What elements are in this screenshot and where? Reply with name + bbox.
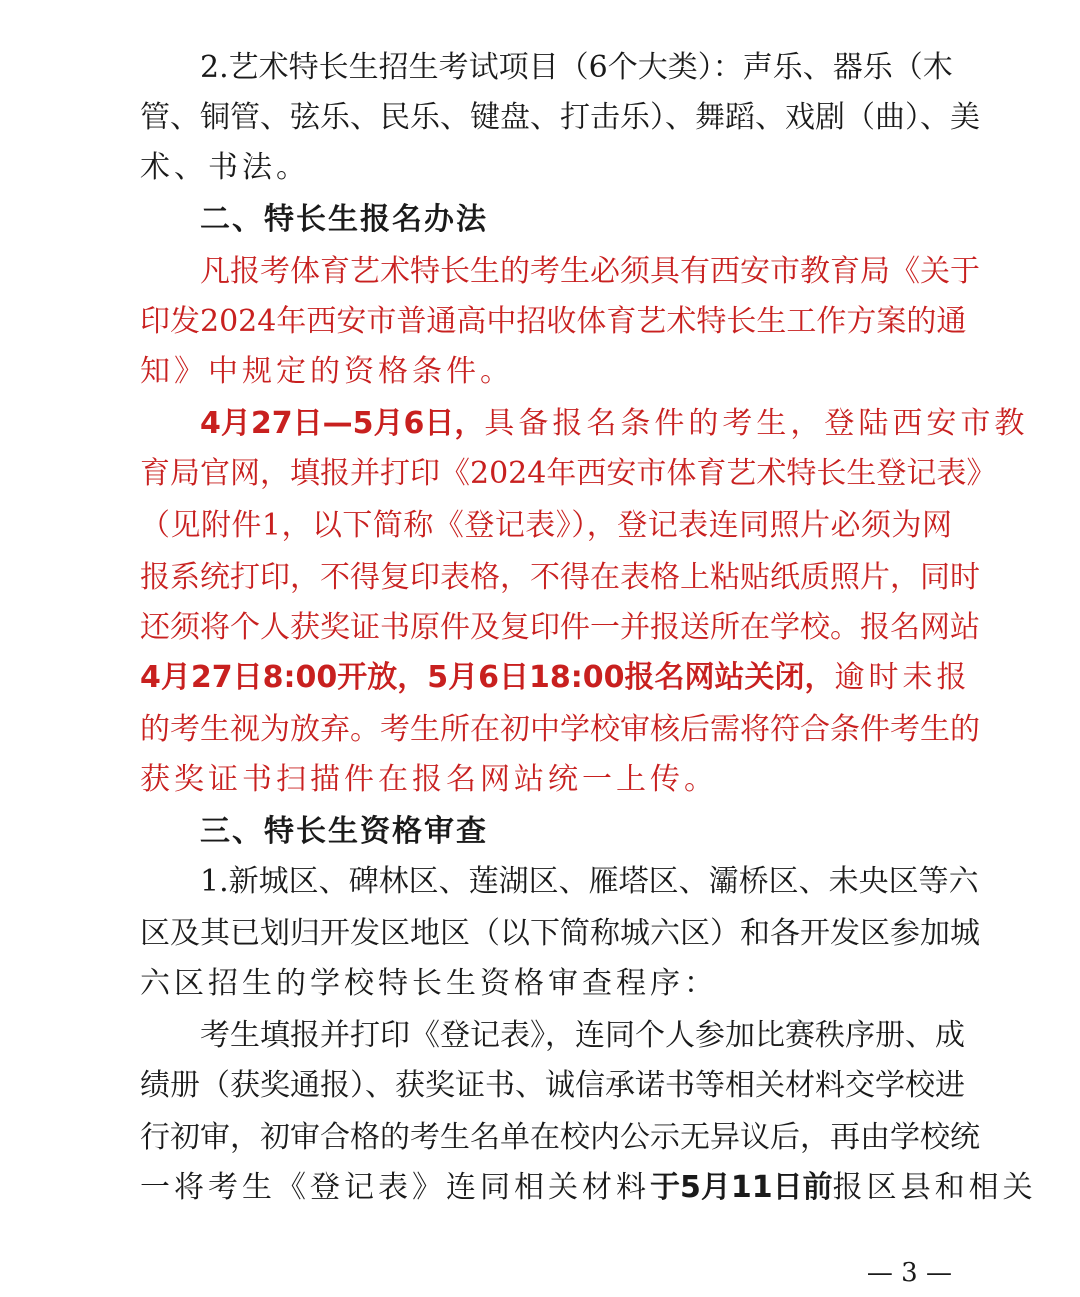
text-line: 区及其已划归开发区地区（以下简称城六区）和各开发区参加城 [140, 916, 980, 951]
text-line: 术、书法。 [140, 150, 310, 185]
text-line: 2.艺术特长生招生考试项目（6个大类）：声乐、器乐（木 [200, 50, 953, 85]
text-span: 逾时未报 [834, 660, 971, 695]
text-line: 印发2024年西安市普通高中招收体育艺术特长生工作方案的通 [140, 304, 967, 339]
section-heading: 二、特长生报名办法 [200, 202, 488, 237]
text-line: 还须将个人获奖证书原件及复印件一并报送所在学校。报名网站 [140, 610, 980, 645]
section-heading: 三、特长生资格审查 [200, 814, 488, 849]
text-line [200, 406, 1029, 442]
text-line: 凡报考体育艺术特长生的考生必须具有西安市教育局《关于 [200, 254, 980, 289]
text-line [140, 1170, 1037, 1206]
text-line [140, 660, 971, 696]
emphasis-date: 4月27日—5月6日， [200, 406, 485, 441]
emphasis-date: 于5月11日前 [650, 1170, 833, 1205]
text-span: 一将考生《登记表》连同相关材料 [140, 1170, 650, 1205]
text-line: 育局官网，填报并打印《2024年西安市体育艺术特长生登记表》 [140, 456, 997, 491]
text-line: 考生填报并打印《登记表》，连同个人参加比赛秩序册、成 [200, 1018, 965, 1053]
text-line: 的考生视为放弃。考生所在初中学校审核后需将符合条件考生的 [140, 712, 980, 747]
text-line: 绩册（获奖通报）、获奖证书、诚信承诺书等相关材料交学校进 [140, 1068, 965, 1103]
text-line: 管、铜管、弦乐、民乐、键盘、打击乐）、舞蹈、戏剧（曲）、美 [140, 100, 980, 135]
text-line: 知》中规定的资格条件。 [140, 354, 514, 389]
text-line: 报系统打印，不得复印表格，不得在表格上粘贴纸质照片，同时 [140, 560, 980, 595]
text-line: 六区招生的学校特长生资格审查程序： [140, 966, 718, 1001]
text-line: 获奖证书扫描件在报名网站统一上传。 [140, 762, 718, 797]
text-line: （见附件1，以下简称《登记表》），登记表连同照片必须为网 [140, 508, 952, 543]
text-span: 具备报名条件的考生，登陆西安市教 [484, 406, 1029, 441]
page-number: — 3 — [866, 1258, 952, 1288]
emphasis-date: 4月27日8:00开放，5月6日18:00报名网站关闭， [140, 660, 835, 695]
text-span: 报区县和相关 [832, 1170, 1037, 1205]
text-line: 1.新城区、碑林区、莲湖区、雁塔区、灞桥区、未央区等六 [200, 864, 979, 899]
text-line: 行初审，初审合格的考生名单在校内公示无异议后，再由学校统 [140, 1120, 980, 1155]
